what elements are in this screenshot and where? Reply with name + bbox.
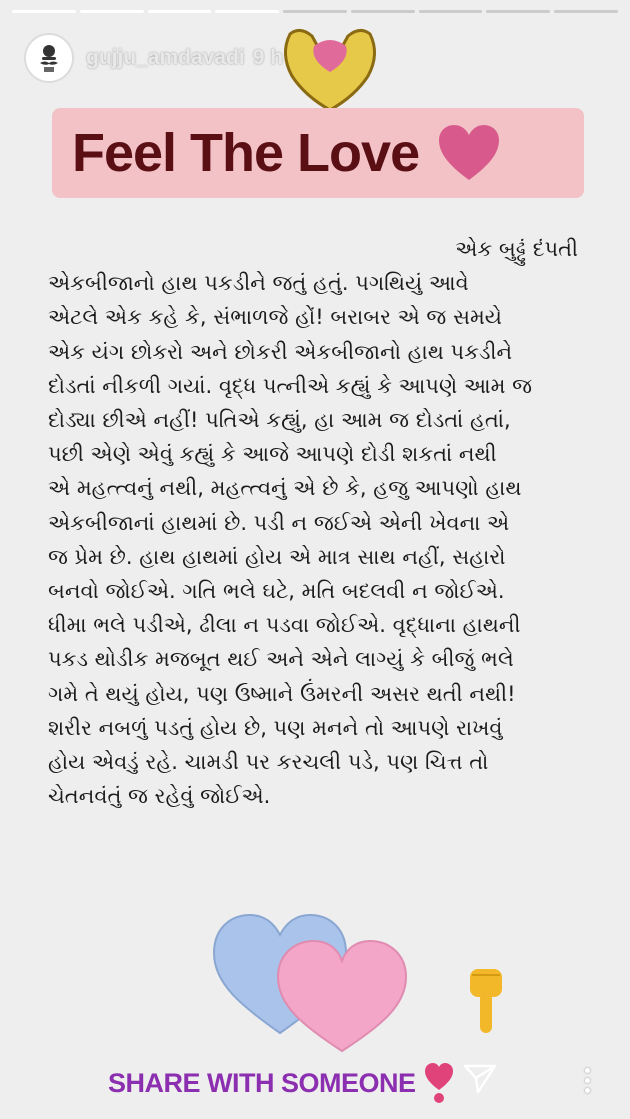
dot <box>585 1068 590 1073</box>
progress-segment <box>554 10 618 13</box>
story-line: ચેતનવંતું જ રહેવું જોઈએ. <box>48 784 271 809</box>
progress-segment <box>351 10 415 13</box>
heart-icon <box>437 124 501 182</box>
story-line: ધીમા ભલે પડીએ, ઢીલા ન પડવા જોઈએ. વૃદ્ધાના હાથની <box>48 613 521 638</box>
share-with-someone-link[interactable] <box>108 1062 454 1104</box>
story-header <box>24 30 283 86</box>
heart-hands-icon <box>270 14 390 114</box>
title-banner <box>52 108 584 198</box>
story-line: એટલે એક કહે કે, સંભાળજે હોં! બરાબર એ જ સમયે <box>48 305 503 330</box>
two-hearts-icon <box>210 905 410 1055</box>
progress-segment <box>12 10 76 13</box>
pointing-down-hand-icon <box>462 965 510 1037</box>
send-icon <box>462 1060 498 1096</box>
story-line: શરીર નબળું પડતું હોય છે, પણ મનને તો આપણે રાખવું <box>48 715 503 740</box>
more-options-icon[interactable] <box>572 1058 602 1102</box>
story-line: બનવો જોઈએ. ગતિ ભલે ઘટે, મતિ બદલવી ન જોઈએ. <box>48 579 505 604</box>
story-line: એક યંગ છોકરો અને છોકરી એકબીજાનો હાથ પકડીને <box>48 339 513 364</box>
story-line: એ મહત્ત્વનું નથી, મહત્ત્વનું એ છે કે, હજુ આપણો હાથ <box>48 476 522 501</box>
story-line: પકડ થોડીક મજબૂત થઈ અને એને લાગ્યું કે બીજું ભલે <box>48 647 514 672</box>
banner-title: Feel The Love <box>72 123 420 183</box>
post-time: 9 h <box>252 46 284 69</box>
story-heading: એક બુઢ્ઢું દંપતી <box>455 237 578 261</box>
story-line: પછી એણે એવું કહ્યું કે આજે આપણે દોડી શકતાં નથી <box>48 442 497 467</box>
story-line: દોડતાં નીકળી ગયાં. વૃદ્ધ પત્નીએ કહ્યું કે આપણે આમ જ <box>48 373 532 398</box>
dot <box>585 1078 590 1083</box>
story-line: હોય એવડું રહે. ચામડી પર કરચલી પડે, પણ ચિત્ત તો <box>48 750 489 775</box>
progress-segment <box>419 10 483 13</box>
story-line: ગમે તે થયું હોય, પણ ઉષ્માને ઉંમરની અસર થતી નથી! <box>48 681 516 706</box>
story-line: એકબીજાનાં હાથમાં છે. પડી ન જઈએ એની ખેવના એ <box>48 510 510 535</box>
story-text <box>48 232 588 813</box>
story-line: દોડ્યા છીએ નહીં! પતિએ કહ્યું, હા આમ જ દોડતાં હતાં, <box>48 408 511 433</box>
progress-segment <box>215 10 279 13</box>
progress-segment <box>283 10 347 13</box>
username[interactable]: gujju_amdavadi <box>86 46 245 69</box>
send-button[interactable] <box>458 1056 502 1100</box>
progress-segment <box>486 10 550 13</box>
story-progress-bar <box>12 10 618 13</box>
heart-exclamation-icon <box>424 1062 454 1104</box>
share-label: SHARE WITH SOMEONE <box>108 1067 416 1098</box>
dot <box>585 1088 590 1093</box>
progress-segment <box>80 10 144 13</box>
story-line: એકબીજાનો હાથ પકડીને જતું હતું. પગથિયું આવે <box>48 271 469 296</box>
mustache-man-avatar-icon[interactable] <box>24 33 74 83</box>
progress-segment <box>148 10 212 13</box>
story-line: જ પ્રેમ છે. હાથ હાથમાં હોય એ માત્ર સાથ નહીં, સહારો <box>48 544 506 569</box>
